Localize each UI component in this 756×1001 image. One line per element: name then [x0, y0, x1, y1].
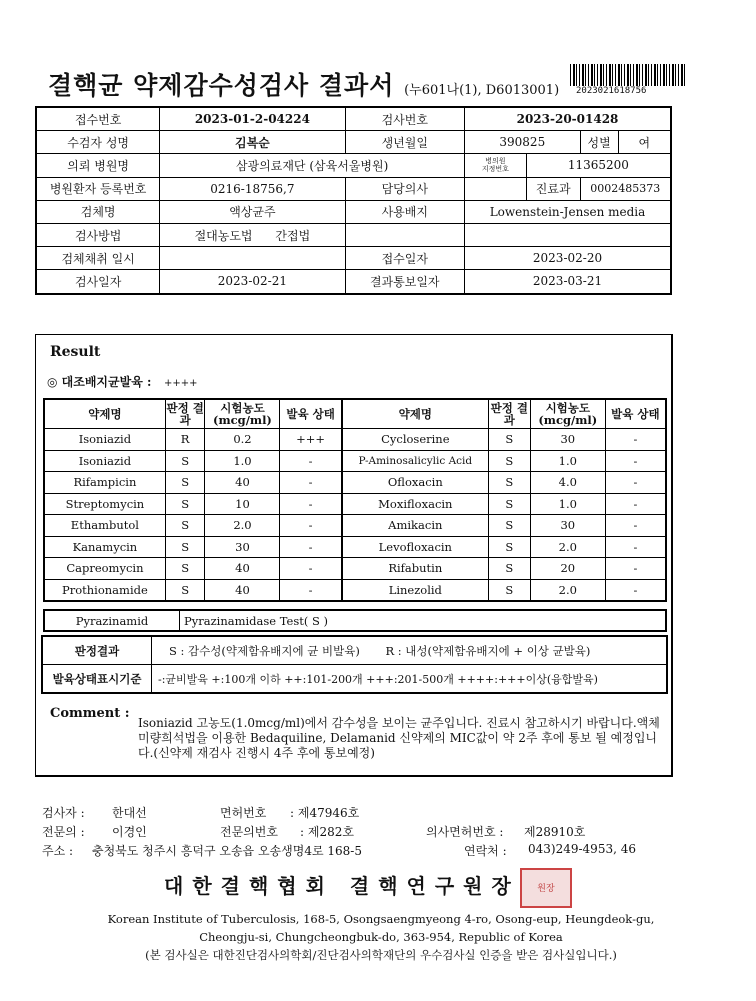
organization-name: 대한결핵협회 결핵연구원장 [164, 874, 520, 898]
result-code: S [165, 536, 205, 558]
specialist-label: 전문의 : [42, 825, 85, 839]
address-en-2: Cheongju-si, Chungcheongbuk-do, 363-954, Republic of Korea [199, 930, 563, 944]
label-receipt-date: 접수일자 [345, 247, 464, 270]
address-en-1: Korean Institute of Tuberculosis, 168-5, Osongsaengmyeong 4-ro, Osong-eup, Heungdeok-gu, [107, 912, 655, 926]
drug-name: Capreomycin [44, 558, 165, 580]
drug-name: Isoniazid [44, 450, 165, 472]
label-doctor: 담당의사 [345, 177, 464, 200]
concentration: 1.0 [530, 493, 605, 515]
result-code: S [488, 515, 530, 537]
barcode-image [570, 64, 686, 86]
drug-name: Kanamycin [44, 536, 165, 558]
concentration: 20 [530, 558, 605, 580]
growth-status: - [605, 472, 666, 494]
result-code: S [488, 429, 530, 451]
patient-info-table [35, 106, 672, 295]
contact: 043)249-4953, 46 [528, 842, 636, 856]
result-code: S [165, 450, 205, 472]
growth-status: - [280, 515, 342, 537]
col-result: 판정 결과 [488, 399, 530, 429]
col-growth: 발육 상태 [280, 399, 342, 429]
title-text: 결핵균 약제감수성검사 결과서 [48, 71, 395, 100]
comment-label: Comment : [50, 706, 130, 721]
concentration: 4.0 [530, 472, 605, 494]
concentration: 30 [205, 536, 280, 558]
result-code: S [488, 536, 530, 558]
drug-name: Moxifloxacin [342, 493, 489, 515]
col-result: 판정 결과 [166, 401, 204, 427]
growth-status: - [605, 515, 666, 537]
form-code: (누601나(1), D6013001) [404, 83, 560, 98]
license-label: 면허번호 [220, 806, 267, 820]
label-patient-reg: 병원환자 등록번호 [36, 177, 160, 200]
department: 0002485373 [580, 177, 671, 200]
col-concentration: 시험농도 (mcg/ml) [205, 399, 280, 429]
col-drug: 약제명 [44, 399, 165, 429]
growth-status: - [280, 493, 342, 515]
test-no: 2023-20-01428 [465, 107, 672, 131]
legend-table [41, 635, 668, 694]
control-growth-label: ◎ 대조배지균발육 : [47, 375, 152, 389]
result-code: S [165, 493, 205, 515]
official-seal [520, 868, 572, 908]
label-hospital: 의뢰 병원명 [36, 154, 160, 177]
label-birth: 생년월일 [345, 131, 464, 154]
doctor-license: 제28910호 [524, 825, 586, 839]
report-date: 2023-03-21 [465, 270, 672, 294]
label-report-date: 결과통보일자 [345, 270, 464, 294]
concentration: 40 [205, 472, 280, 494]
growth-criteria-label: 발육상태표시기준 [42, 665, 152, 694]
concentration: 40 [205, 579, 280, 601]
method-1: 절대농도법 [194, 228, 253, 243]
table-row [44, 579, 666, 601]
result-code: S [165, 558, 205, 580]
test-date: 2023-02-21 [160, 270, 345, 294]
growth-status: - [605, 536, 666, 558]
drug-name: Rifampicin [44, 472, 165, 494]
drug-name: Rifabutin [342, 558, 489, 580]
method-2: 간접법 [275, 228, 311, 243]
result-code: S [165, 472, 205, 494]
table-row [44, 558, 666, 580]
seal-text: 원장 [537, 884, 555, 894]
drug-name: Linezolid [342, 579, 489, 601]
concentration: 30 [530, 429, 605, 451]
contact-label: 연락처 : [464, 844, 507, 858]
document-title [48, 66, 559, 102]
comment-text: Isoniazid 고농도(1.0mcg/ml)에서 감수성을 보이는 균주입니다. 진료시 참고하시기 바랍니다.액체미량희석법을 이용한 Bedaquiline, Delamanid 신약제의 MIC값이 약 2주 후에 통보 될 예정입니다.(신약제 재검사 진행시 4주 후에 통보예정) [138, 716, 660, 760]
table-row [44, 515, 666, 537]
drug-name: P-Aminosalicylic Acid [342, 450, 489, 472]
label-method: 검사방법 [36, 223, 160, 246]
growth-status: - [605, 558, 666, 580]
label-specimen: 검체명 [36, 200, 160, 223]
drug-name: Ofloxacin [342, 472, 489, 494]
label-receipt-no: 접수번호 [36, 107, 160, 131]
col-concentration: 시험농도 (mcg/ml) [530, 399, 605, 429]
judgement-text [152, 636, 668, 665]
label-department: 진료과 [526, 177, 580, 200]
hospital: 삼광의료재단 (삼육서울병원) [160, 154, 465, 177]
label-institution-code [465, 154, 527, 177]
growth-status: - [280, 536, 342, 558]
drug-name: Levofloxacin [342, 536, 489, 558]
label-sex: 성별 [580, 131, 618, 154]
pza-value: Pyrazinamidase Test( S ) [180, 610, 667, 631]
medium: Lowenstein-Jensen media [465, 200, 672, 223]
drug-name: Isoniazid [44, 429, 165, 451]
doctor-license-label: 의사면허번호 : [426, 825, 504, 839]
tester-label: 검사자 : [42, 806, 85, 820]
concentration: 2.0 [205, 515, 280, 537]
table-row [44, 536, 666, 558]
result-code: S [488, 579, 530, 601]
growth-status: +++ [280, 429, 342, 451]
tester: 한대선 [112, 806, 147, 820]
receipt-no: 2023-01-2-04224 [160, 107, 345, 131]
label-test-no: 검사번호 [345, 107, 464, 131]
specialist-no-label: 전문의번호 [220, 825, 278, 839]
control-growth-value: ++++ [163, 378, 198, 389]
drug-name: Streptomycin [44, 493, 165, 515]
barcode-number: 2023021618756 [576, 86, 647, 96]
concentration: 10 [205, 493, 280, 515]
label-medium: 사용배지 [345, 200, 464, 223]
institution-code-label-1: 병의원 [485, 157, 506, 166]
col-growth: 발육 상태 [605, 399, 666, 429]
table-row [44, 472, 666, 494]
judgement-r: R : 내성(약제함유배지에 + 이상 균발육) [385, 643, 591, 658]
result-code: S [488, 472, 530, 494]
growth-status: - [605, 579, 666, 601]
growth-status: - [280, 450, 342, 472]
collection-date [160, 247, 345, 270]
growth-criteria-text: -:균비발육 +:100개 이하 ++:101-200개 +++:201-500개 ++++:+++이상(융합발육) [152, 665, 668, 694]
result-code: S [165, 515, 205, 537]
license: : 제47946호 [290, 806, 360, 820]
result-code: S [488, 558, 530, 580]
growth-status: - [280, 579, 342, 601]
result-code: S [488, 493, 530, 515]
birth: 390825 [465, 131, 581, 154]
growth-status: - [605, 493, 666, 515]
address: 충청북도 청주시 흥덕구 오송읍 오송생명4로 168-5 [92, 844, 362, 858]
result-code: S [165, 579, 205, 601]
blank-cell [465, 223, 672, 246]
patient-reg: 0216-18756,7 [160, 177, 345, 200]
control-growth [47, 373, 197, 390]
result-code: S [488, 450, 530, 472]
drug-susceptibility-table [43, 398, 667, 602]
doctor [465, 177, 527, 200]
pza-label: Pyrazinamid [44, 610, 180, 631]
certification: (본 검사실은 대한진단검사의학회/진단검사의학재단의 우수검사실 인증을 받은 검사실입니다.) [145, 948, 617, 962]
growth-status: - [280, 472, 342, 494]
label-test-date: 검사일자 [36, 270, 160, 294]
drug-name: Amikacin [342, 515, 489, 537]
specialist: 이경인 [112, 825, 147, 839]
table-row [44, 429, 666, 451]
specialist-no: : 제282호 [300, 825, 354, 839]
label-collection-date: 검체채취 일시 [36, 247, 160, 270]
drug-name: Prothionamide [44, 579, 165, 601]
sex: 여 [618, 131, 671, 154]
concentration: 40 [205, 558, 280, 580]
label-patient-name: 수검자 성명 [36, 131, 160, 154]
table-row [44, 450, 666, 472]
method [160, 223, 345, 246]
drug-name: Cycloserine [342, 429, 489, 451]
patient-name: 김복순 [160, 131, 345, 154]
pyrazinamide-table [43, 609, 667, 632]
concentration: 2.0 [530, 579, 605, 601]
specimen: 액상균주 [160, 200, 345, 223]
drug-name: Ethambutol [44, 515, 165, 537]
growth-status: - [605, 450, 666, 472]
result-heading: Result [50, 344, 101, 360]
concentration: 30 [530, 515, 605, 537]
result-code: R [165, 429, 205, 451]
table-row [44, 493, 666, 515]
judgement-label: 판정결과 [42, 636, 152, 665]
receipt-date: 2023-02-20 [465, 247, 672, 270]
growth-status: - [605, 429, 666, 451]
concentration: 2.0 [530, 536, 605, 558]
blank-cell [345, 223, 464, 246]
concentration: 1.0 [530, 450, 605, 472]
growth-status: - [280, 558, 342, 580]
col-drug: 약제명 [342, 399, 489, 429]
institution-code: 11365200 [526, 154, 671, 177]
institution-code-label-2: 지정번호 [481, 165, 509, 174]
judgement-s: S : 감수성(약제함유배지에 균 비발육) [168, 643, 360, 658]
concentration: 0.2 [205, 429, 280, 451]
address-label: 주소 : [42, 844, 74, 858]
concentration: 1.0 [205, 450, 280, 472]
